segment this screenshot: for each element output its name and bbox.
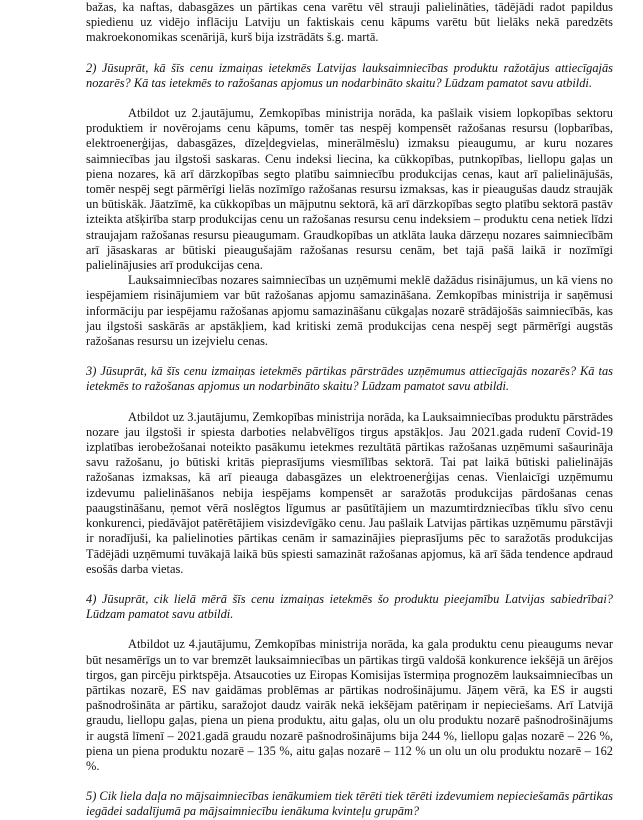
intro-continuation-paragraph: bažas, ka naftas, dabasgāzes un pārtikas cena varētu vēl strauji palielināties, tādējādi radot papildus spiedienu uz vidējo inflāciju Latviju un faktiskais cenu kāpums varētu būt lielāks nekā paredzēts makroekonomikas scenārijā, kurš bija izstrādāts š.g. martā. (86, 0, 613, 45)
question-4: 4) Jūsuprāt, cik lielā mērā šīs cenu izmaiņas ietekmēs šo produktu pieejamību Latvijas sabiedrībai? Lūdzam pamatot savu atbildi. (86, 591, 613, 622)
question-3: 3) Jūsuprāt, kā šīs cenu izmaiņas ietekmēs pārtikas pārstrādes uzņēmumus attiecīgajās nozarēs? Kā tas ietekmēs to ražošanas apjomus un nodarbināto skaitu? Lūdzam pamatot savu atbildi. (86, 364, 613, 394)
answer-2-paragraph-1: Atbildot uz 2.jautājumu, Zemkopības ministrija norāda, ka pašlaik visiem lopkopības sektoru produktiem ir novērojams cenu kāpums, tomēr tas nespēj kompensēt ražošanas resursu (lopbarības, elektroenerģijas, dabasgāzes, dīzeļdegvielas, minerālmēslu) izmaksu pieaugumu, ar kuru nozares saimniecības jau ilgstoši saskaras. Cenu indeksi liecina, ka cūkkopības, putnkopības, liellopu gaļas un piena nozares, kā arī dārzkopības segto platību saimniecību produkcijas cenas, kaut arī palielinājušās, tomēr nespēj segt pārmērīgi lielās nozīmīgo ražošanas resursu izmaksas, kas ir pieaugušas daudz straujāk un būtiskāk. Jāatzīmē, ka cūkkopības un mājputnu sektorā, kā arī dārzkopības segto platību sektorā pastāv izteikta atšķirība starp produkcijas cenu un ražošanas resursu cenu indeksiem – produktu cena netiek līdzi straujajam ražošanas resursu pieaugumam. Graudkopības un atklāta lauka dārzeņu nozares saimniecībām arī jāsaskaras ar būtiski pieaugušajām ražošanas resursu cenām, bet tajā pašā laikā ir nozīmīgi palielinājusies arī produkcijas cena. (86, 106, 613, 273)
answer-2-paragraph-2: Lauksaimniecības nozares saimniecības un uzņēmumi meklē dažādus risinājumus, un kā viens no iespējamiem risinājumiem var būt ražošanas apjomu samazināšana. Zemkopības ministrija ir saņēmusi informāciju par iespējamu ražošanas apjomu samazināšanu cūkgaļas nozarē strādājošās saimniecībās, kas jau ilgstoši saskārās ar apstākļiem, kad kritiski zemā produkcijas cena nespēj segt pārmērīgi augstās ražošanas resursu un izejvielu cenas. (86, 273, 613, 349)
question-5: 5) Cik liela daļa no mājsaimniecības ienākumiem tiek tērēti tiek tērēti izdevumiem nepieciešamās pārtikas iegādei sadalījumā pa mājsaimniecību ienākuma kvinteļu grupām? (86, 789, 613, 819)
answer-4-paragraph: Atbildot uz 4.jautājumu, Zemkopības ministrija norāda, ka gala produktu cenu pieaugums nevar būt nesamērīgs un to var bremzēt lauksaimniecības un pārtikas tirgū valdošā konkurence iekšējā un ārējos tirgos, gan pircēju pirktspēja. Atsaucoties uz Eiropas Komisijas īstermiņa prognozēm lauksaimniecības un pārtikas nozarē, ES nav gaidāmas problēmas ar pārtikas nodrošinājumu. Jāņem vērā, ka ES ir augsti pašnodrošināta ar pārtiku, saražojot daudz vairāk nekā iekšējam patēriņam ir nepieciešams. Arī Latvijā graudu, liellopu gaļas, piena un piena produktu, aitu gaļas, olu un olu produktu nozarē pašnodrošinājums ir augstā līmenī – 2021.gadā graudu nozarē pašnodrošinājums bija 244 %, liellopu gaļas nozarē – 226 %, piena un piena produktu nozarē – 135 %, aitu gaļas nozarē – 112 % un olu un olu produktu nozarē – 162 %. (86, 637, 613, 773)
answer-3-paragraph: Atbildot uz 3.jautājumu, Zemkopības ministrija norāda, ka Lauksaimniecības produktu pārstrādes nozare jau ilgstoši ir spiesta darboties nelabvēlīgos tirgus apstākļos. Jau 2021.gada rudenī Covid-19 izplatības ierobežošanai noteikto pasākumu ietekmes rezultātā pārtikas ražošanas uzņēmumi sašaurināja savu ražošanu, jo būtiski kritās pieprasījums viesmīlības sektorā. Tai pat laikā būtiski palielinājās ražošanas izmaksas, kā arī pieauga dabasgāzes un elektroenerģijas cenas. Vienlaicīgi uzņēmumu izdevumu palielināšanos nebija iespējams kompensēt ar saražotās produkcijas pārdošanas cenas paaugstināšanu, ņemot vērā noslēgtos līgumus ar pasūtītājiem un mazumtirdzniecības tīklu sīvo cenu konkurenci, piedāvājot patērētājiem visizdevīgāko cenu. Jau pašlaik Latvijas pārtikas uzņēmumu pārstāvji ir noradījuši, ka palielinoties pārtikas cenām ir samazinājies pieprasījums pēc to saražotās produkcijas Tādējādi uzņēmumi tuvākajā laikā būs spiesti samazināt ražošanas apjomus, kā arī šāda tendence apdraud esošās darba vietas. (86, 409, 613, 576)
question-2: 2) Jūsuprāt, kā šīs cenu izmaiņas ietekmēs Latvijas lauksaimniecības produktu ražotājus attiecīgajās nozarēs? Kā tas ietekmēs to ražošanas apjomus un nodarbināto skaitu? Lūdzam pamatot savu atbildi. (86, 60, 613, 90)
